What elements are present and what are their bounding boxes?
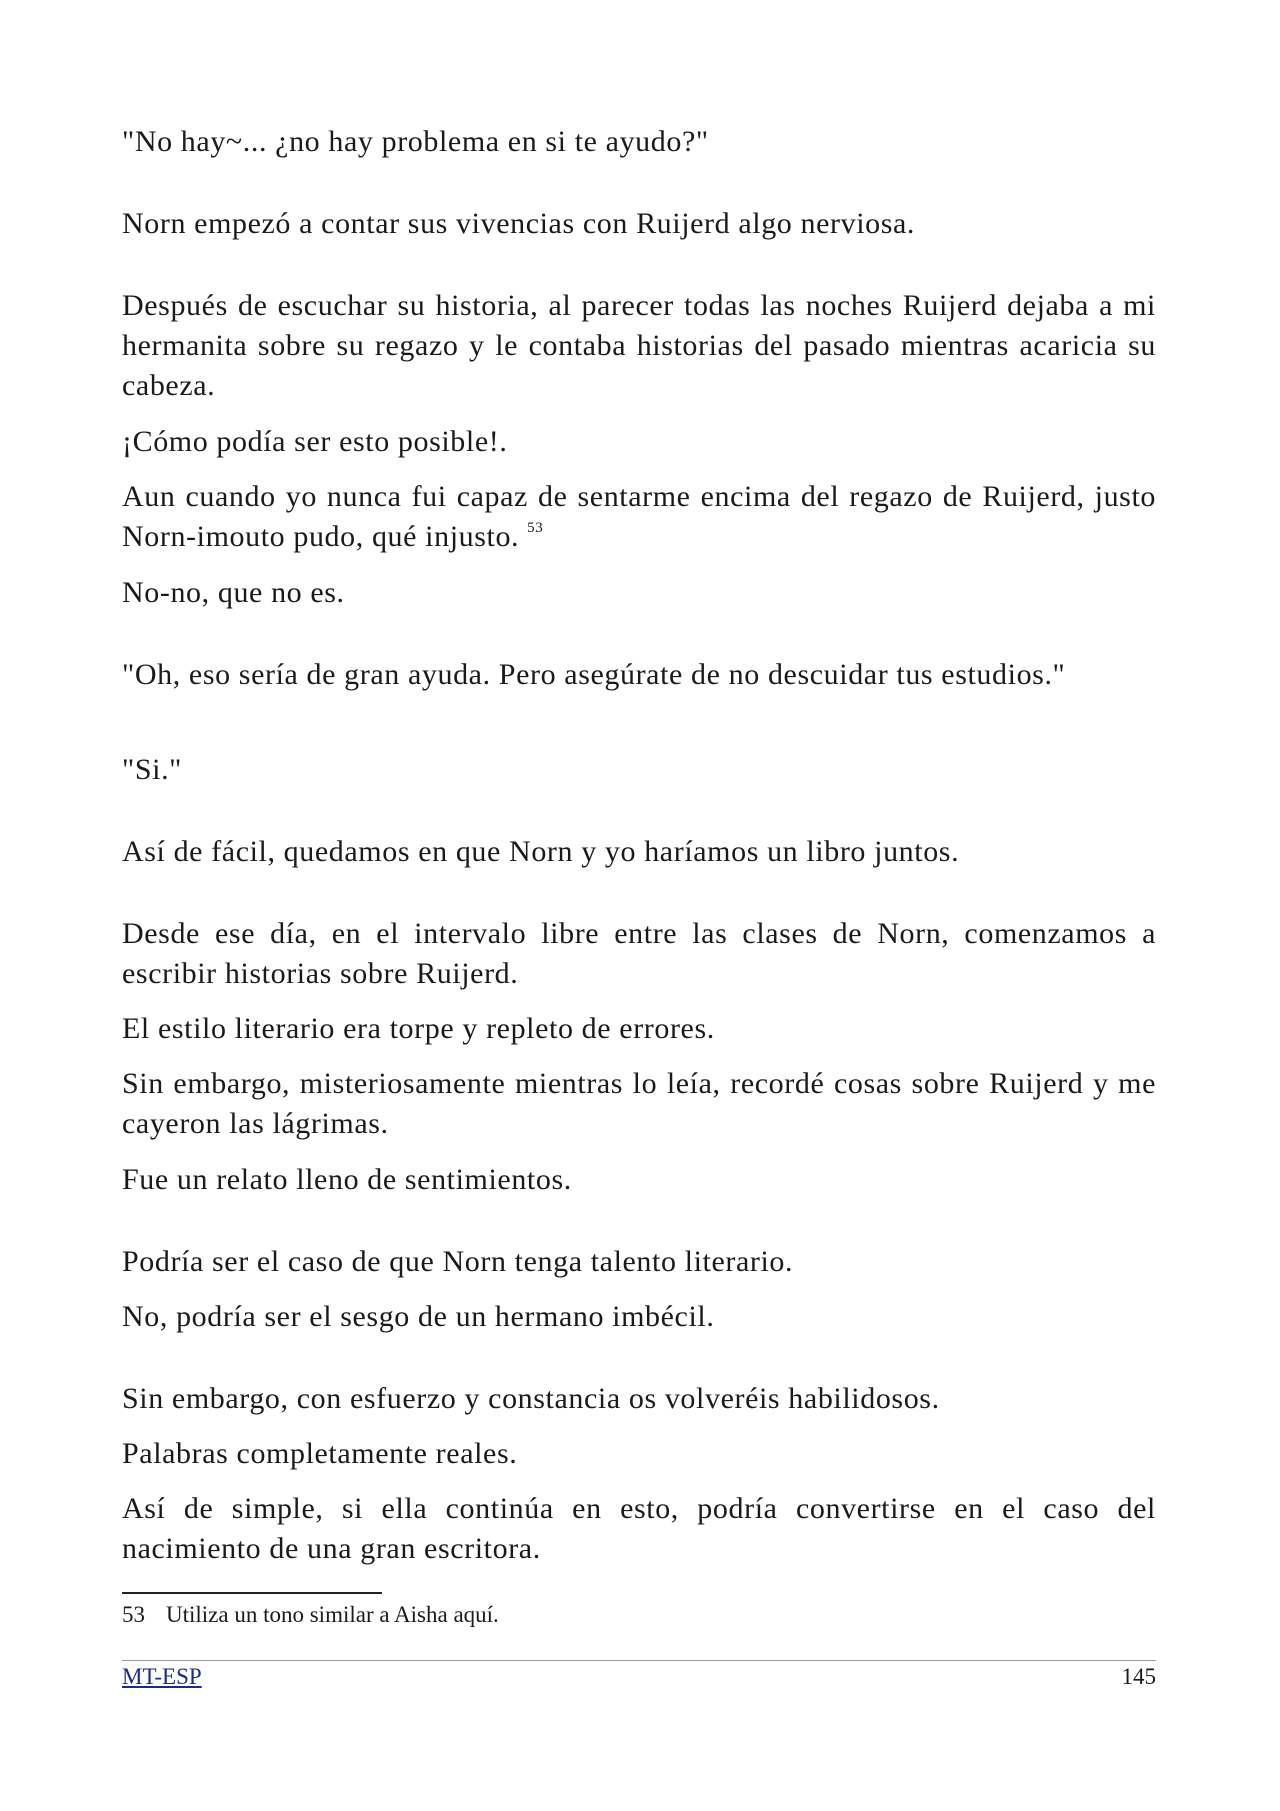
paragraph: No-no, que no es.: [122, 576, 345, 609]
paragraph: "Oh, eso sería de gran ayuda. Pero asegúrate de no descuidar tus estudios.": [122, 658, 1066, 691]
footnote-number: 53: [122, 1602, 145, 1627]
paragraph: Sin embargo, con esfuerzo y constancia os volveréis habilidosos.: [122, 1382, 940, 1415]
paragraph: El estilo literario era torpe y repleto de errores.: [122, 1012, 715, 1045]
footnote-reference[interactable]: 53: [527, 520, 544, 536]
paragraph: Podría ser el caso de que Norn tenga talento literario.: [122, 1245, 794, 1278]
paragraph: Desde ese día, en el intervalo libre entre las clases de Norn, comenzamos a escribir historias sobre Ruijerd.: [122, 917, 1156, 990]
paragraph: Sin embargo, misteriosamente mientras lo leía, recordé cosas sobre Ruijerd y me cayeron las lágrimas.: [122, 1067, 1156, 1140]
footer-separator: [122, 1660, 1156, 1661]
paragraph: Así de fácil, quedamos en que Norn y yo haríamos un libro juntos.: [122, 835, 960, 868]
document-page: [122, 0, 1156, 1811]
page-number: 145: [1121, 1664, 1156, 1689]
paragraph: "No hay~... ¿no hay problema en si te ayudo?": [122, 125, 709, 158]
paragraph-with-footnote: [122, 477, 1156, 557]
paragraph: Palabras completamente reales.: [122, 1437, 518, 1470]
paragraph: Fue un relato lleno de sentimientos.: [122, 1163, 572, 1196]
paragraph: ¡Cómo podía ser esto posible!.: [122, 425, 508, 458]
paragraph: "Si.": [122, 753, 183, 786]
footer-link[interactable]: MT-ESP: [122, 1664, 202, 1689]
footnote-text: Utiliza un tono similar a Aisha aquí.: [166, 1602, 499, 1627]
paragraph: Norn empezó a contar sus vivencias con Ruijerd algo nerviosa.: [122, 207, 916, 240]
footnote: [122, 1600, 499, 1630]
paragraph-text: Aun cuando yo nunca fui capaz de sentarme encima del regazo de Ruijerd, justo Norn-imouto pudo, qué injusto.: [122, 480, 1156, 553]
paragraph: Después de escuchar su historia, al parecer todas las noches Ruijerd dejaba a mi hermanita sobre su regazo y le contaba historias del pasado mientras acaricia su cabeza.: [122, 289, 1156, 402]
paragraph: No, podría ser el sesgo de un hermano imbécil.: [122, 1300, 715, 1333]
paragraph: Así de simple, si ella continúa en esto, podría convertirse en el caso del nacimiento de una gran escritora.: [122, 1492, 1156, 1565]
footnote-separator: [122, 1592, 382, 1594]
